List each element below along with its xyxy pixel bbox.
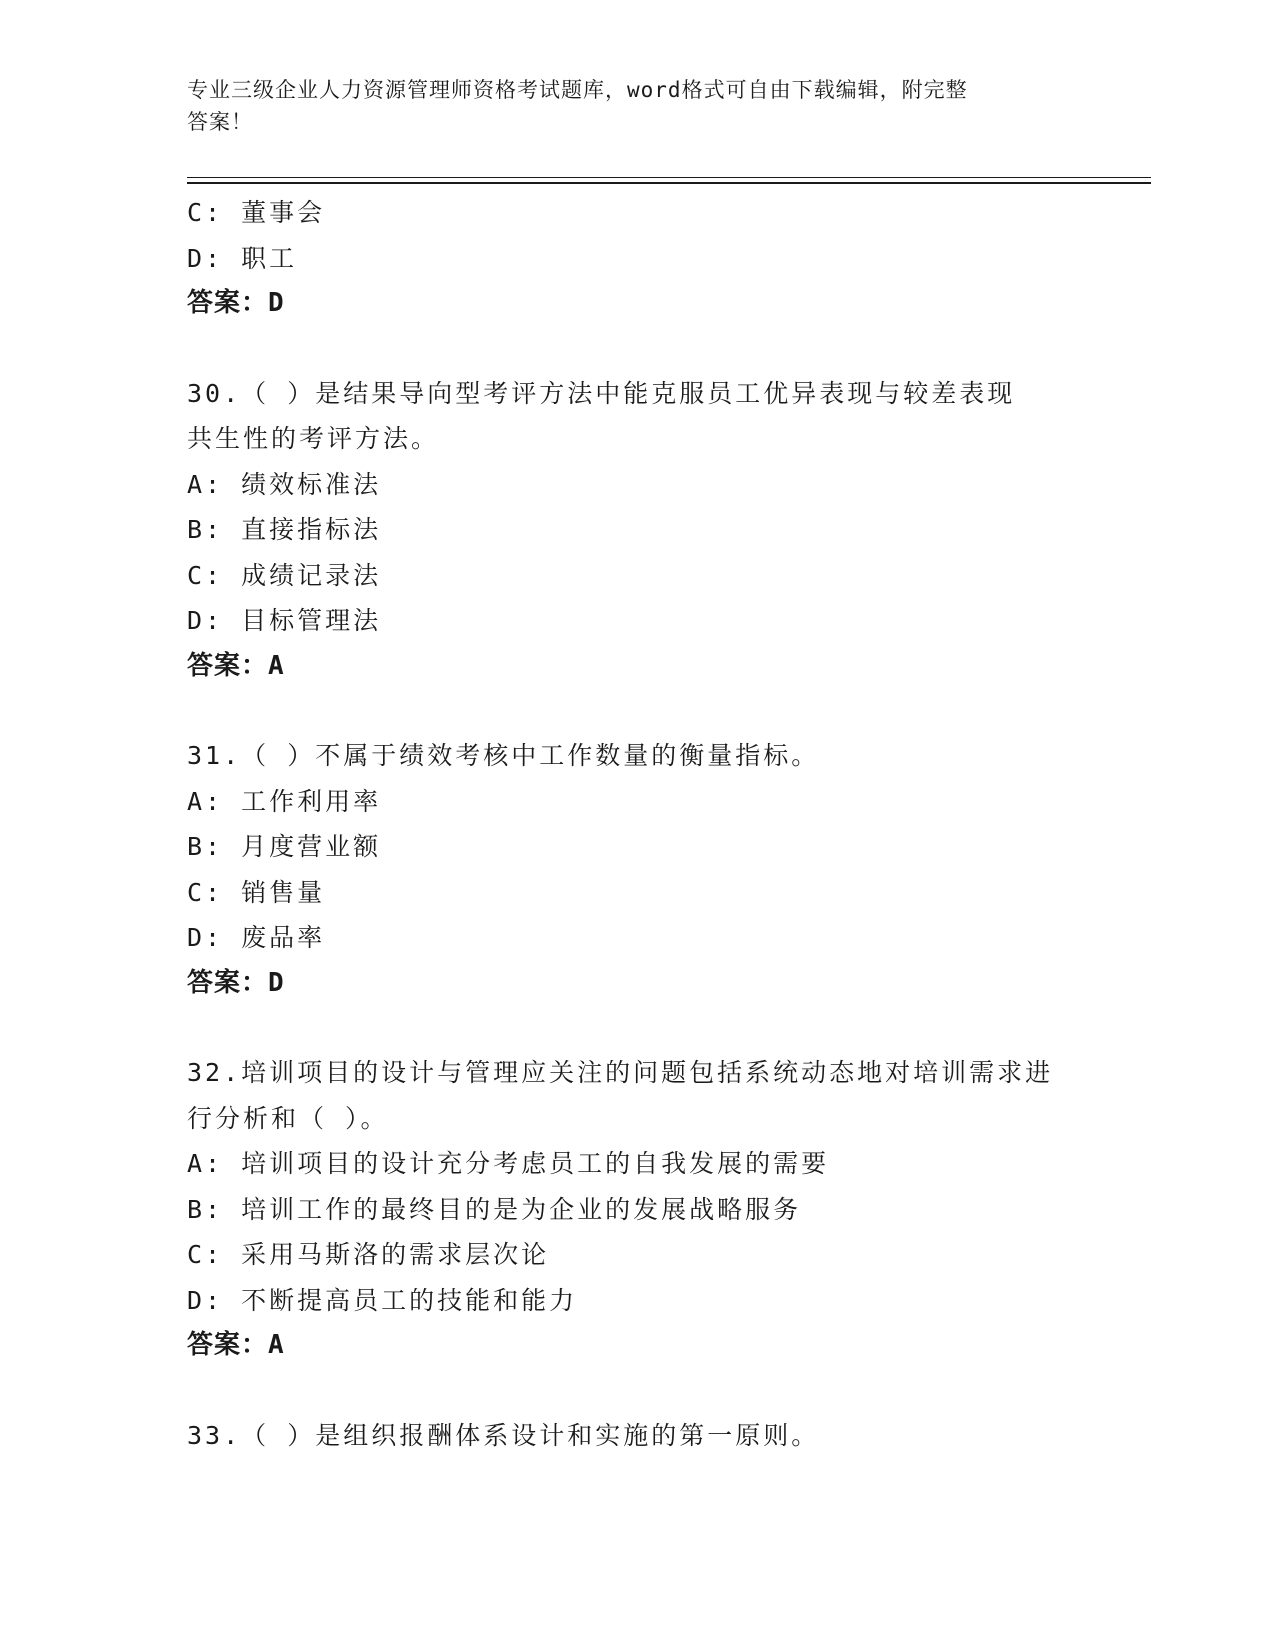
option-a: A: 培训项目的设计充分考虑员工的自我发展的需要 bbox=[187, 1149, 830, 1178]
header-line-1: 专业三级企业人力资源管理师资格考试题库，word格式可自由下载编辑，附完整 bbox=[187, 78, 968, 102]
option-d: D: 职工 bbox=[187, 243, 298, 273]
answer-label: 答案：D bbox=[187, 967, 285, 998]
question-text: 33.（ ）是组织报酬体系设计和实施的第一原则。 bbox=[187, 1420, 820, 1450]
question-text: 30.（ ）是结果导向型考评方法中能克服员工优异表现与较差表现 bbox=[187, 378, 1016, 408]
option-a: A: 工作利用率 bbox=[187, 786, 382, 816]
document-header bbox=[187, 74, 1067, 138]
question-block-32 bbox=[187, 1050, 1087, 1369]
option-d: D: 废品率 bbox=[187, 923, 326, 952]
header-line-2: 答案！ bbox=[187, 110, 253, 134]
question-block-33 bbox=[187, 1413, 1087, 1459]
option-b: B: 月度营业额 bbox=[187, 832, 382, 861]
option-c: C: 董事会 bbox=[187, 198, 326, 227]
question-block-31 bbox=[187, 733, 1087, 1006]
question-text: 32.培训项目的设计与管理应关注的问题包括系统动态地对培训需求进 bbox=[187, 1058, 1054, 1087]
option-d: D: 不断提高员工的技能和能力 bbox=[187, 1285, 578, 1315]
question-text-continued: 行分析和（ ）。 bbox=[187, 1103, 389, 1133]
option-c: C: 成绩记录法 bbox=[187, 560, 382, 590]
option-c: C: 采用马斯洛的需求层次论 bbox=[187, 1240, 550, 1269]
header-divider-thin bbox=[187, 177, 1151, 178]
header-divider-thick bbox=[187, 182, 1151, 184]
question-block-29 bbox=[187, 190, 1087, 327]
answer-label: 答案：A bbox=[187, 650, 285, 681]
question-text-continued: 共生性的考评方法。 bbox=[187, 424, 440, 453]
question-text: 31.（ ）不属于绩效考核中工作数量的衡量指标。 bbox=[187, 741, 820, 770]
option-a: A: 绩效标准法 bbox=[187, 469, 382, 499]
answer-label: 答案：D bbox=[187, 288, 285, 318]
option-c: C: 销售量 bbox=[187, 877, 326, 907]
option-b: B: 培训工作的最终目的是为企业的发展战略服务 bbox=[187, 1194, 802, 1224]
option-d: D: 目标管理法 bbox=[187, 606, 382, 635]
question-block-30 bbox=[187, 371, 1087, 690]
question-list bbox=[187, 190, 1087, 1458]
answer-label: 答案：A bbox=[187, 1330, 285, 1360]
option-b: B: 直接指标法 bbox=[187, 515, 382, 544]
